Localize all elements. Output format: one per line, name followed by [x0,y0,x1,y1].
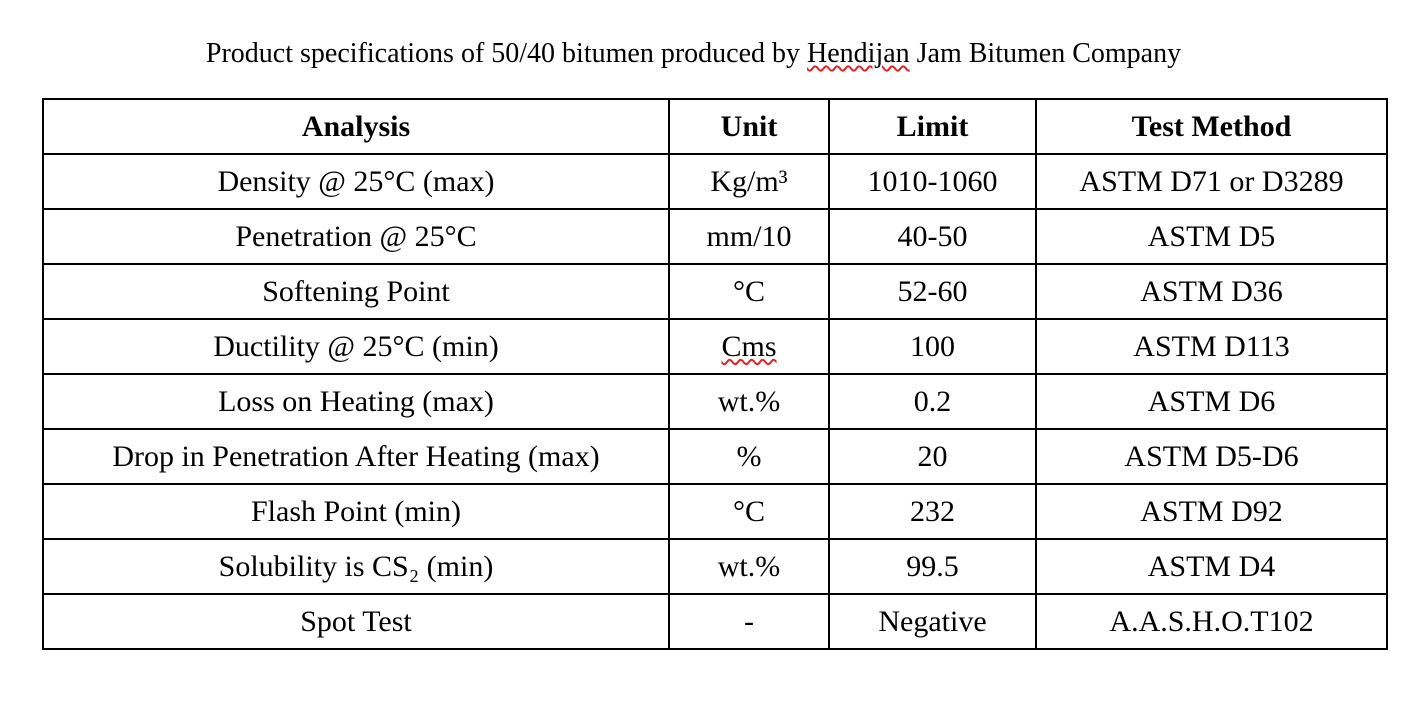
method-cell: ASTM D92 [1036,484,1387,539]
method-cell: ASTM D113 [1036,319,1387,374]
table-row [43,154,1387,209]
document-title [0,34,1387,74]
limit-cell: 52-60 [829,264,1036,319]
method-cell: ASTM D5-D6 [1036,429,1387,484]
table-row [43,209,1387,264]
analysis-cell: Density @ 25°C (max) [43,154,669,209]
unit-flagged-word: Cms [721,329,777,363]
method-cell: ASTM D6 [1036,374,1387,429]
title-text-before: Product specifications of 50/40 bitumen produced by [205,38,808,69]
header-analysis: Analysis [43,99,669,154]
limit-cell: 232 [829,484,1036,539]
method-cell: ASTM D36 [1036,264,1387,319]
header-unit: Unit [669,99,829,154]
table-header-row [43,99,1387,154]
header-test-method: Test Method [1036,99,1387,154]
analysis-cell: Loss on Heating (max) [43,374,669,429]
header-limit: Limit [829,99,1036,154]
analysis-cell: Spot Test [43,594,669,649]
table-row [43,374,1387,429]
unit-cell: - [669,594,829,649]
unit-cell: wt.% [669,374,829,429]
unit-cell: Kg/m³ [669,154,829,209]
title-flagged-word: Hendijan [807,38,910,69]
unit-cell: °C [669,264,829,319]
limit-cell: 20 [829,429,1036,484]
analysis-cell: Flash Point (min) [43,484,669,539]
method-cell: ASTM D71 or D3289 [1036,154,1387,209]
method-cell: A.A.S.H.O.T102 [1036,594,1387,649]
analysis-cell: Drop in Penetration After Heating (max) [43,429,669,484]
table-row [43,484,1387,539]
table-row [43,319,1387,374]
analysis-cell: Ductility @ 25°C (min) [43,319,669,374]
unit-cell: wt.% [669,539,829,594]
specifications-table [42,98,1388,650]
table-row [43,429,1387,484]
limit-cell: 0.2 [829,374,1036,429]
table-row [43,594,1387,649]
analysis-cell: Solubility is CS₂ (min) [43,539,669,594]
unit-cell: % [669,429,829,484]
limit-cell: 1010-1060 [829,154,1036,209]
analysis-cell: Penetration @ 25°C [43,209,669,264]
unit-cell [669,319,829,374]
unit-cell: mm/10 [669,209,829,264]
table-row [43,264,1387,319]
method-cell: ASTM D5 [1036,209,1387,264]
limit-cell: 99.5 [829,539,1036,594]
limit-cell: Negative [829,594,1036,649]
table-row [43,539,1387,594]
analysis-cell: Softening Point [43,264,669,319]
title-text-after: Jam Bitumen Company [909,38,1182,69]
limit-cell: 40-50 [829,209,1036,264]
unit-cell: °C [669,484,829,539]
method-cell: ASTM D4 [1036,539,1387,594]
limit-cell: 100 [829,319,1036,374]
